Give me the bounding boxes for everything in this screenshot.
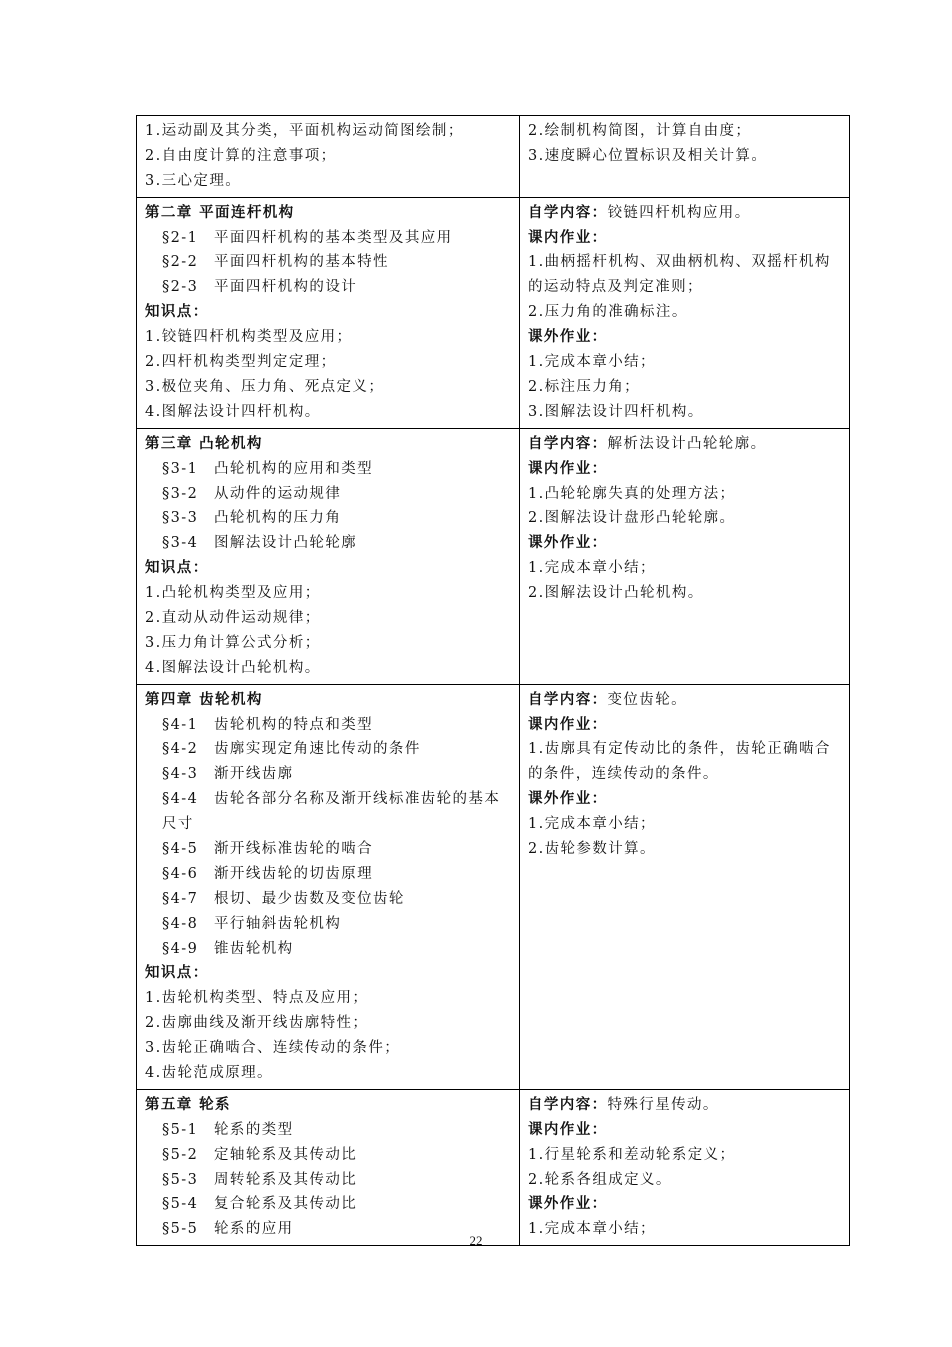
in-class-label: 课内作业：	[528, 459, 608, 477]
knowledge-item: 1.运动副及其分类，平面机构运动简图绘制；	[145, 123, 464, 139]
in-class-label: 课内作业：	[528, 1120, 608, 1138]
assignment-cell	[520, 428, 850, 684]
table-row	[137, 684, 850, 1089]
assignment-item: 2.齿轮参数计算。	[528, 841, 656, 857]
after-class-label: 课外作业：	[528, 790, 608, 808]
section-item: §5-5 轮系的应用	[162, 1221, 294, 1238]
chapter-title: 第二章 平面连杆机构	[145, 203, 295, 221]
knowledge-item: 2.直动从动件运动规律；	[145, 609, 321, 626]
table-row	[137, 116, 850, 198]
knowledge-label: 知识点：	[145, 303, 209, 321]
section-item: §2-2 平面四杆机构的基本特性	[162, 254, 389, 271]
section-item: §4-2 齿廓实现定角速比传动的条件	[162, 741, 421, 758]
assignment-cell	[520, 197, 850, 428]
self-study: 自学内容：铰链四杆机构应用。	[528, 203, 751, 221]
assignment-item: 1.完成本章小结；	[528, 560, 656, 577]
section-item: §4-7 根切、最少齿数及变位齿轮	[162, 890, 405, 907]
assignment-item: 3.速度瞬心位置标识及相关计算。	[528, 147, 768, 164]
chapter-title: 第四章 齿轮机构	[145, 690, 263, 708]
assignment-cell	[520, 684, 850, 1089]
assignment-item: 1.凸轮轮廓失真的处理方法；	[528, 485, 736, 502]
after-class-label: 课外作业：	[528, 1195, 608, 1213]
content-cell	[137, 1089, 520, 1245]
assignment-item: 2.轮系各组成定义。	[528, 1171, 672, 1188]
knowledge-item: 3.压力角计算公式分析；	[145, 634, 321, 651]
section-item: §5-2 定轴轮系及其传动比	[162, 1146, 358, 1163]
section-item: §3-3 凸轮机构的压力角	[162, 510, 342, 527]
knowledge-item: 2.齿廓曲线及渐开线齿廓特性；	[145, 1015, 369, 1032]
section-item: §4-1 齿轮机构的特点和类型	[162, 716, 374, 733]
self-study: 自学内容：特殊行星传动。	[528, 1095, 719, 1113]
assignment-item: 1.行星轮系和差动轮系定义；	[528, 1146, 736, 1163]
assignment-item: 1.完成本章小结；	[528, 1221, 656, 1238]
section-item: §3-1 凸轮机构的应用和类型	[162, 460, 374, 477]
knowledge-item: 4.齿轮范成原理。	[145, 1065, 273, 1082]
assignment-item: 2.图解法设计凸轮机构。	[528, 585, 704, 602]
assignment-cell	[520, 116, 850, 198]
in-class-label: 课内作业：	[528, 228, 608, 246]
table-row	[137, 428, 850, 684]
section-item: §4-8 平行轴斜齿轮机构	[162, 915, 342, 932]
knowledge-item: 4.图解法设计凸轮机构。	[145, 659, 321, 676]
section-item: §5-4 复合轮系及其传动比	[162, 1196, 358, 1213]
knowledge-item: 1.铰链四杆机构类型及应用；	[145, 329, 353, 346]
assignment-item: 2.绘制机构简图，计算自由度；	[528, 123, 752, 139]
assignment-item: 1.齿廓具有定传动比的条件，齿轮正确啮合的条件，连续传动的条件。	[528, 741, 831, 783]
knowledge-item: 3.三心定理。	[145, 172, 242, 189]
section-item: §3-2 从动件的运动规律	[162, 485, 342, 502]
after-class-label: 课外作业：	[528, 534, 608, 552]
page-number: 22	[469, 1233, 483, 1248]
section-item: §4-4 齿轮各部分名称及渐开线标准齿轮的基本尺寸	[162, 791, 501, 833]
knowledge-label: 知识点：	[145, 964, 209, 982]
section-item: §3-4 图解法设计凸轮轮廓	[162, 535, 358, 552]
knowledge-item: 1.凸轮机构类型及应用；	[145, 585, 321, 602]
knowledge-item: 3.极位夹角、压力角、死点定义；	[145, 378, 385, 395]
chapter-title: 第三章 凸轮机构	[145, 434, 263, 452]
content-cell	[137, 197, 520, 428]
table-row	[137, 1089, 850, 1245]
assignment-item: 3.图解法设计四杆机构。	[528, 403, 704, 420]
section-item: §4-5 渐开线标准齿轮的啮合	[162, 841, 374, 857]
knowledge-item: 3.齿轮正确啮合、连续传动的条件；	[145, 1040, 401, 1057]
in-class-label: 课内作业：	[528, 715, 608, 733]
section-item: §5-1 轮系的类型	[162, 1121, 294, 1138]
section-item: §5-3 周转轮系及其传动比	[162, 1171, 358, 1188]
knowledge-item: 4.图解法设计四杆机构。	[145, 403, 321, 420]
assignment-cell	[520, 1089, 850, 1245]
section-item: §2-3 平面四杆机构的设计	[162, 279, 358, 296]
table-row	[137, 197, 850, 428]
chapter-title: 第五章 轮系	[145, 1095, 231, 1113]
assignment-item: 1.完成本章小结；	[528, 816, 656, 833]
syllabus-table	[136, 115, 850, 1246]
content-cell	[137, 428, 520, 684]
assignment-item: 1.曲柄摇杆机构、双曲柄机构、双摇杆机构的运动特点及判定准则；	[528, 254, 831, 296]
knowledge-item: 2.四杆机构类型判定定理；	[145, 354, 337, 371]
knowledge-label: 知识点：	[145, 559, 209, 577]
section-item: §2-1 平面四杆机构的基本类型及其应用	[162, 229, 453, 246]
content-cell	[137, 684, 520, 1089]
after-class-label: 课外作业：	[528, 328, 608, 346]
content-cell	[137, 116, 520, 198]
section-item: §4-9 锥齿轮机构	[162, 940, 294, 957]
assignment-item: 1.完成本章小结；	[528, 354, 656, 371]
knowledge-item: 2.自由度计算的注意事项；	[145, 147, 337, 164]
section-item: §4-6 渐开线齿轮的切齿原理	[162, 865, 374, 882]
section-item: §4-3 渐开线齿廓	[162, 766, 294, 783]
knowledge-item: 1.齿轮机构类型、特点及应用；	[145, 990, 369, 1007]
self-study: 自学内容：变位齿轮。	[528, 690, 687, 708]
assignment-item: 2.压力角的准确标注。	[528, 304, 688, 321]
self-study: 自学内容：解析法设计凸轮轮廓。	[528, 434, 767, 452]
assignment-item: 2.标注压力角；	[528, 378, 641, 395]
assignment-item: 2.图解法设计盘形凸轮轮廓。	[528, 510, 736, 527]
